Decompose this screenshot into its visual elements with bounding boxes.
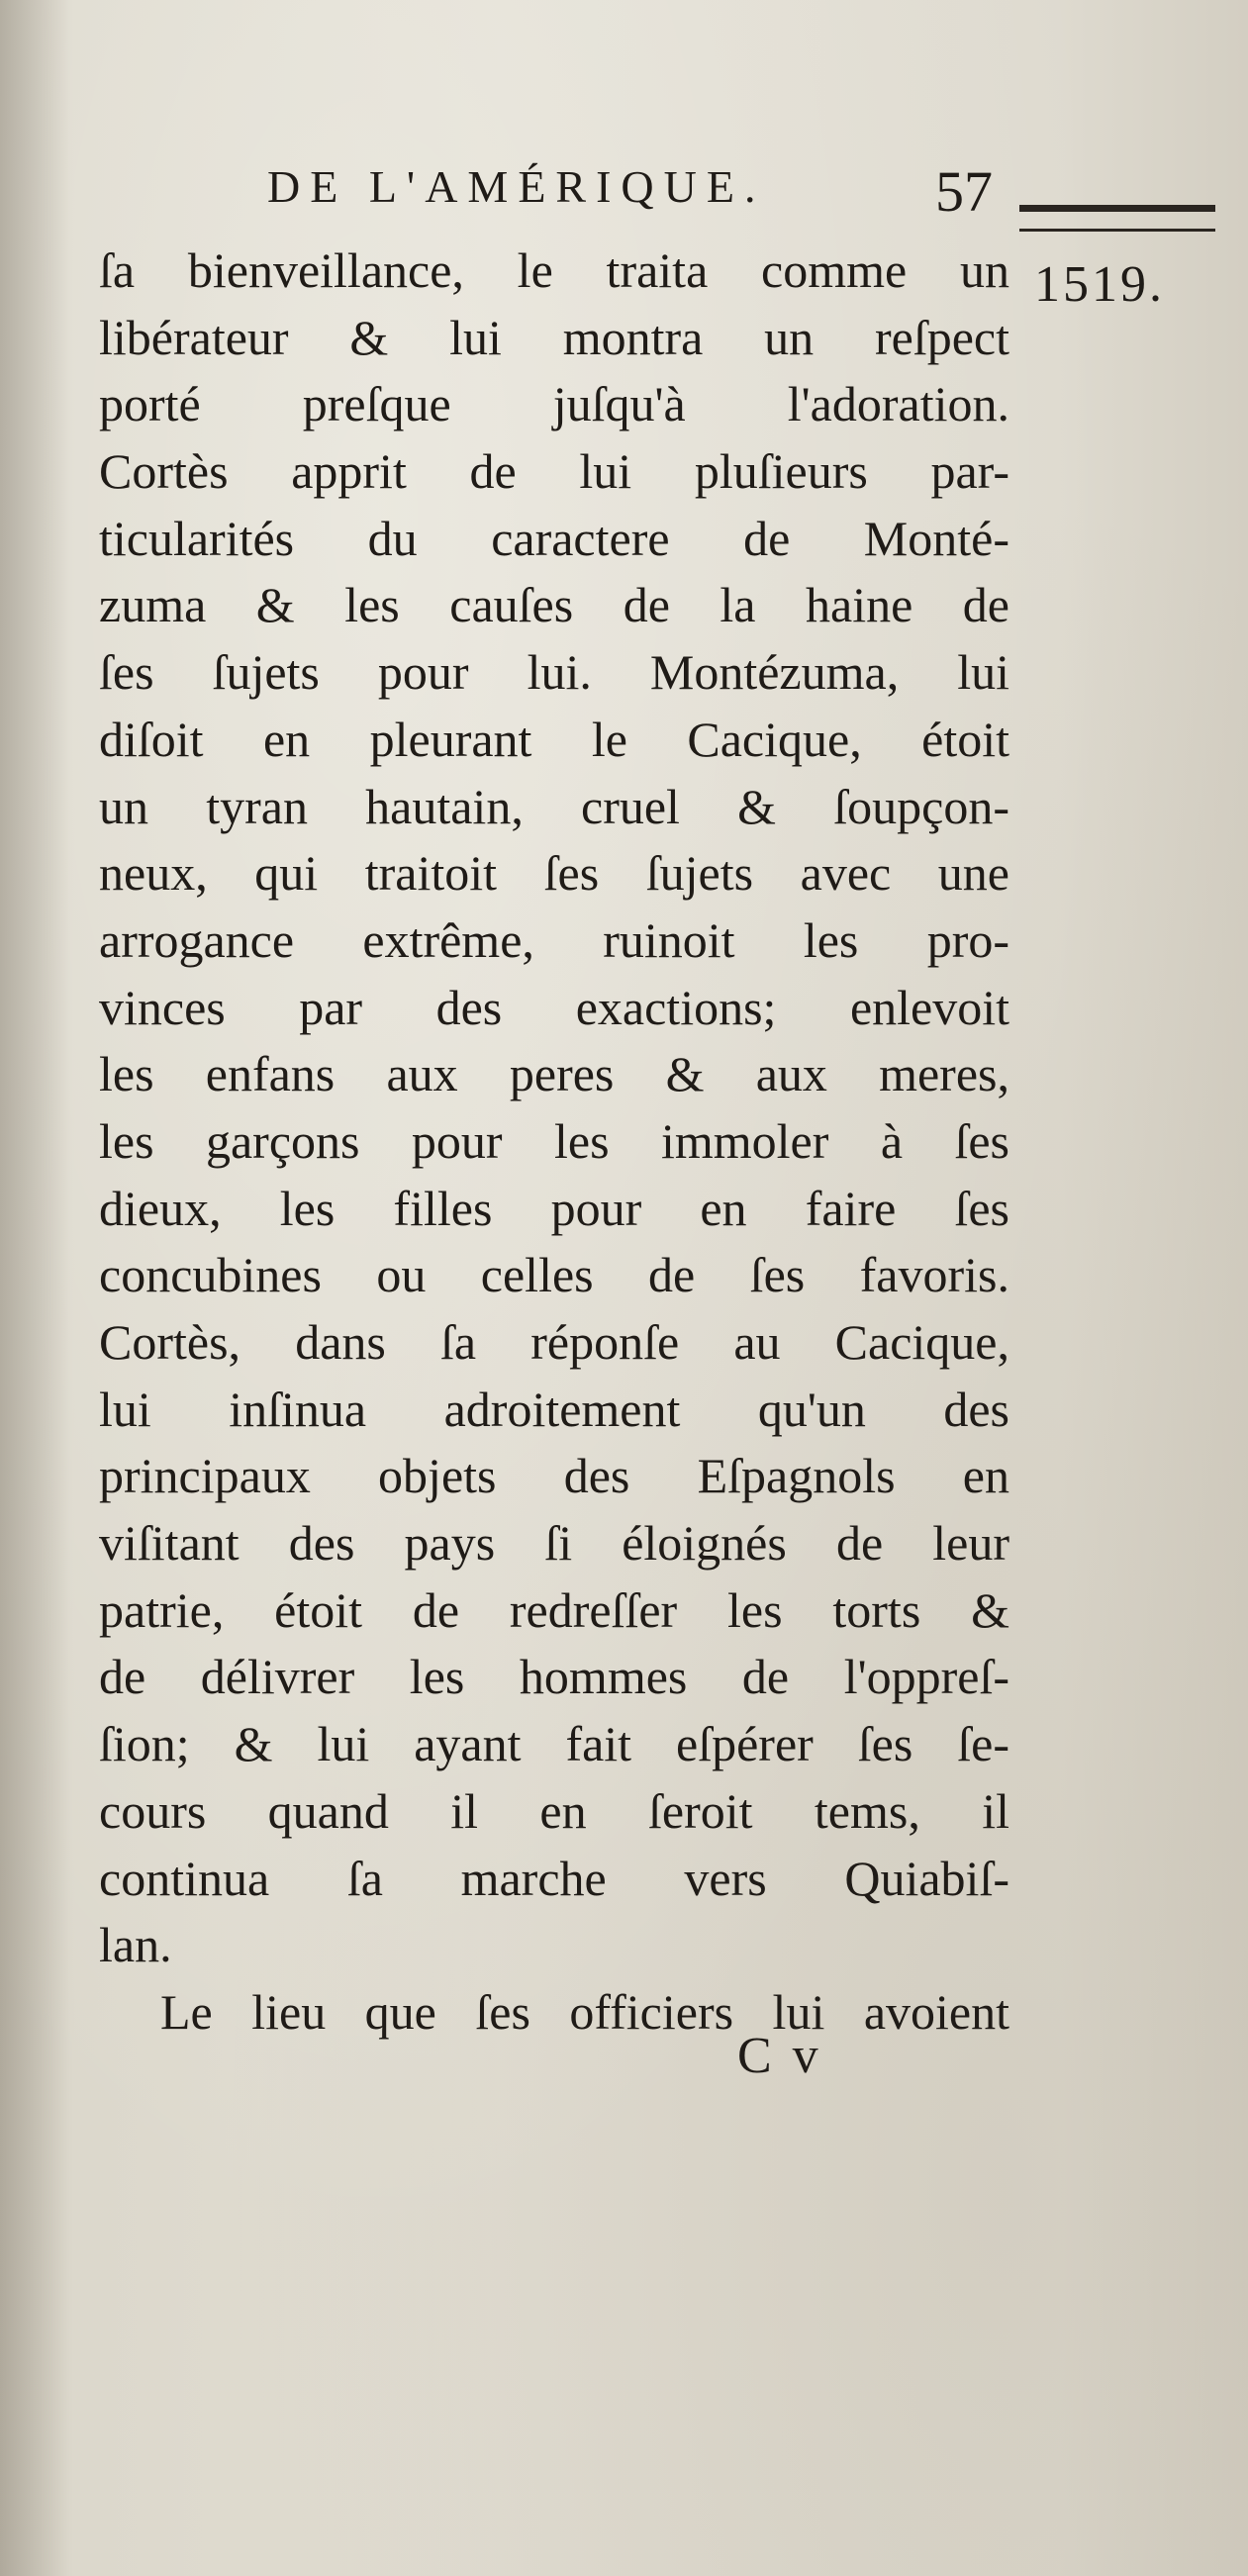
margin-rule-thin	[1019, 229, 1215, 232]
signature-mark: C v	[737, 2028, 822, 2084]
text-line: Cortès apprit de lui pluſieurs par-	[99, 443, 1009, 500]
text-line: lui inſinua adroitement qu'un des	[99, 1381, 1009, 1437]
text-line: arrogance extrême, ruinoit les pro-	[99, 911, 1009, 968]
text-line: neux, qui traitoit ſes ſujets avec une	[99, 845, 1009, 902]
text-line: dieux, les filles pour en faire ſes	[99, 1180, 1009, 1236]
text-line: patrie, étoit de redreſſer les torts &	[99, 1581, 1009, 1638]
text-line: concubines ou celles de ſes favoris.	[99, 1247, 1009, 1303]
text-line: vinces par des exactions; enlevoit	[99, 979, 1009, 1035]
body-text	[99, 238, 1009, 2047]
page-number: 57	[935, 159, 993, 224]
text-line: de délivrer les hommes de l'oppreſ-	[99, 1649, 1009, 1705]
text-line: ſa bienveillance, le traita comme un	[99, 242, 1009, 298]
text-line: ſion; & lui ayant fait eſpérer ſes ſe-	[99, 1716, 1009, 1772]
text-line: les enfans aux peres & aux meres,	[99, 1046, 1009, 1102]
text-line: libérateur & lui montra un reſpect	[99, 309, 1009, 365]
text-line: continua ſa marche vers Quiabiſ-	[99, 1850, 1009, 1906]
running-title: DE L'AMÉRIQUE.	[267, 161, 766, 212]
text-line: ſes ſujets pour lui. Montézuma, lui	[99, 644, 1009, 701]
text-line: les garçons pour les immoler à ſes	[99, 1112, 1009, 1169]
text-line: lan.	[99, 1917, 172, 1973]
text-line: zuma & les cauſes de la haine de	[99, 577, 1009, 633]
text-line: viſitant des pays ſi éloignés de leur	[99, 1515, 1009, 1572]
text-line: principaux objets des Eſpagnols en	[99, 1448, 1009, 1504]
text-line: Le lieu que ſes officiers lui avoient	[160, 1983, 1009, 2040]
gutter-shadow	[0, 0, 69, 2576]
text-line: ticularités du caractere de Monté-	[99, 510, 1009, 566]
margin-rule-thick	[1019, 205, 1215, 212]
text-line: diſoit en pleurant le Cacique, étoit	[99, 711, 1009, 767]
text-line: porté preſque juſqu'à l'adoration.	[99, 376, 1009, 432]
margin-year-note: 1519.	[1034, 256, 1165, 313]
text-line: un tyran hautain, cruel & ſoupçon-	[99, 778, 1009, 834]
text-line: cours quand il en ſeroit tems, il	[99, 1782, 1009, 1839]
text-line: Cortès, dans ſa réponſe au Cacique,	[99, 1314, 1009, 1370]
